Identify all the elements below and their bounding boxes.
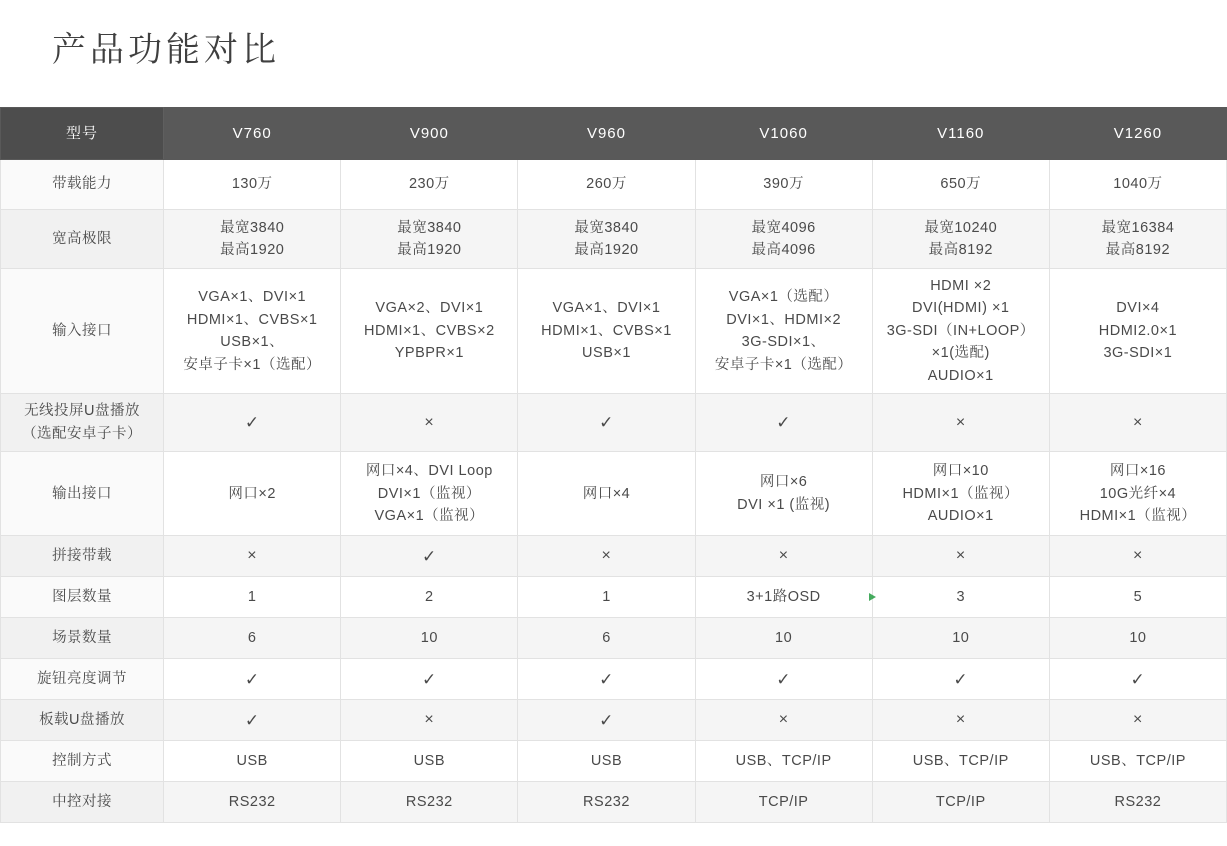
table-row xyxy=(1,782,1227,823)
cursor-marker-icon xyxy=(869,593,876,601)
row-header: 拼接带载 xyxy=(1,536,164,577)
row-header: 带载能力 xyxy=(1,160,164,210)
table-cell: USB、TCP/IP xyxy=(872,741,1049,782)
table-cell: RS232 xyxy=(164,782,341,823)
column-header-v760: V760 xyxy=(164,108,341,160)
table-row xyxy=(1,741,1227,782)
table-cell: × xyxy=(695,700,872,741)
table-cell: 网口×4 xyxy=(518,452,695,536)
table-cell: × xyxy=(341,394,518,452)
table-cell: × xyxy=(695,536,872,577)
row-header: 板载U盘播放 xyxy=(1,700,164,741)
table-row xyxy=(1,577,1227,618)
table-cell: VGA×1（选配） DVI×1、HDMI×2 3G-SDI×1、 安卓子卡×1（选配） xyxy=(695,269,872,394)
row-header: 无线投屏U盘播放 （选配安卓子卡） xyxy=(1,394,164,452)
table-cell: VGA×1、DVI×1 HDMI×1、CVBS×1 USB×1 xyxy=(518,269,695,394)
column-header-v900: V900 xyxy=(341,108,518,160)
table-cell: 10 xyxy=(1049,618,1226,659)
table-cell: 网口×16 10G光纤×4 HDMI×1（监视） xyxy=(1049,452,1226,536)
row-header: 场景数量 xyxy=(1,618,164,659)
table-cell: 390万 xyxy=(695,160,872,210)
table-cell: USB、TCP/IP xyxy=(1049,741,1226,782)
table-cell: × xyxy=(872,394,1049,452)
table-cell: × xyxy=(341,700,518,741)
table-cell: 最宽16384 最高8192 xyxy=(1049,210,1226,269)
table-cell: RS232 xyxy=(518,782,695,823)
table-row xyxy=(1,700,1227,741)
row-header: 旋钮亮度调节 xyxy=(1,659,164,700)
table-cell: 10 xyxy=(695,618,872,659)
table-cell: 网口×2 xyxy=(164,452,341,536)
table-cell: 1040万 xyxy=(1049,160,1226,210)
table-header xyxy=(1,108,1227,160)
table-cell: ✓ xyxy=(695,659,872,700)
table-cell: USB xyxy=(518,741,695,782)
table-row xyxy=(1,659,1227,700)
table-row xyxy=(1,160,1227,210)
table-cell: 5 xyxy=(1049,577,1226,618)
table-cell: USB、TCP/IP xyxy=(695,741,872,782)
table-row xyxy=(1,269,1227,394)
column-header-v1060: V1060 xyxy=(695,108,872,160)
table-cell: USB xyxy=(164,741,341,782)
table-header-row xyxy=(1,108,1227,160)
table-cell: HDMI ×2 DVI(HDMI) ×1 3G-SDI（IN+LOOP） ×1(选配) AUDIO×1 xyxy=(872,269,1049,394)
table-cell: USB xyxy=(341,741,518,782)
table-cell: 230万 xyxy=(341,160,518,210)
table-cell: 3 xyxy=(872,577,1049,618)
table-row xyxy=(1,394,1227,452)
table-cell: 最宽3840 最高1920 xyxy=(164,210,341,269)
table-row xyxy=(1,618,1227,659)
row-header: 图层数量 xyxy=(1,577,164,618)
table-cell: 2 xyxy=(341,577,518,618)
table-cell: DVI×4 HDMI2.0×1 3G-SDI×1 xyxy=(1049,269,1226,394)
table-cell: ✓ xyxy=(164,700,341,741)
table-cell: VGA×2、DVI×1 HDMI×1、CVBS×2 YPBPR×1 xyxy=(341,269,518,394)
table-cell: 6 xyxy=(518,618,695,659)
table-cell: 130万 xyxy=(164,160,341,210)
table-row xyxy=(1,210,1227,269)
row-header: 输入接口 xyxy=(1,269,164,394)
table-cell: TCP/IP xyxy=(872,782,1049,823)
table-cell: 最宽10240 最高8192 xyxy=(872,210,1049,269)
table-cell: RS232 xyxy=(341,782,518,823)
table-cell: 网口×10 HDMI×1（监视） AUDIO×1 xyxy=(872,452,1049,536)
table-cell: ✓ xyxy=(341,659,518,700)
table-cell: 1 xyxy=(518,577,695,618)
table-cell: × xyxy=(1049,394,1226,452)
table-cell: 最宽4096 最高4096 xyxy=(695,210,872,269)
table-body xyxy=(1,160,1227,823)
table-cell: 10 xyxy=(872,618,1049,659)
page-title: 产品功能对比 xyxy=(52,31,280,69)
table-cell: 网口×4、DVI Loop DVI×1（监视） VGA×1（监视） xyxy=(341,452,518,536)
table-cell: ✓ xyxy=(695,394,872,452)
table-cell: × xyxy=(164,536,341,577)
column-header-v1260: V1260 xyxy=(1049,108,1226,160)
row-header: 输出接口 xyxy=(1,452,164,536)
column-header-model: 型号 xyxy=(1,108,164,160)
table-cell: 1 xyxy=(164,577,341,618)
table-cell: ✓ xyxy=(164,394,341,452)
table-row xyxy=(1,536,1227,577)
row-header: 控制方式 xyxy=(1,741,164,782)
table-cell: ✓ xyxy=(518,394,695,452)
table-cell: RS232 xyxy=(1049,782,1226,823)
table-cell: ✓ xyxy=(872,659,1049,700)
table-cell: × xyxy=(1049,536,1226,577)
column-header-v1160: V1160 xyxy=(872,108,1049,160)
table-cell: 260万 xyxy=(518,160,695,210)
table-cell: ✓ xyxy=(518,659,695,700)
table-cell: × xyxy=(872,536,1049,577)
row-header: 宽高极限 xyxy=(1,210,164,269)
row-header: 中控对接 xyxy=(1,782,164,823)
table-cell: ✓ xyxy=(341,536,518,577)
table-cell: 10 xyxy=(341,618,518,659)
table-cell: ✓ xyxy=(518,700,695,741)
table-row xyxy=(1,452,1227,536)
table-cell: 650万 xyxy=(872,160,1049,210)
table-cell: VGA×1、DVI×1 HDMI×1、CVBS×1 USB×1、 安卓子卡×1（选配） xyxy=(164,269,341,394)
table-cell: 最宽3840 最高1920 xyxy=(518,210,695,269)
table-cell: 最宽3840 最高1920 xyxy=(341,210,518,269)
table-cell: 3+1路OSD xyxy=(695,577,872,618)
column-header-v960: V960 xyxy=(518,108,695,160)
table-cell: ✓ xyxy=(164,659,341,700)
table-cell: TCP/IP xyxy=(695,782,872,823)
comparison-table-container xyxy=(0,107,1227,823)
table-cell: × xyxy=(518,536,695,577)
table-cell: × xyxy=(872,700,1049,741)
table-cell: 网口×6 DVI ×1 (监视) xyxy=(695,452,872,536)
table-cell: 6 xyxy=(164,618,341,659)
table-cell: ✓ xyxy=(1049,659,1226,700)
table-cell: × xyxy=(1049,700,1226,741)
product-comparison-table xyxy=(0,107,1227,823)
